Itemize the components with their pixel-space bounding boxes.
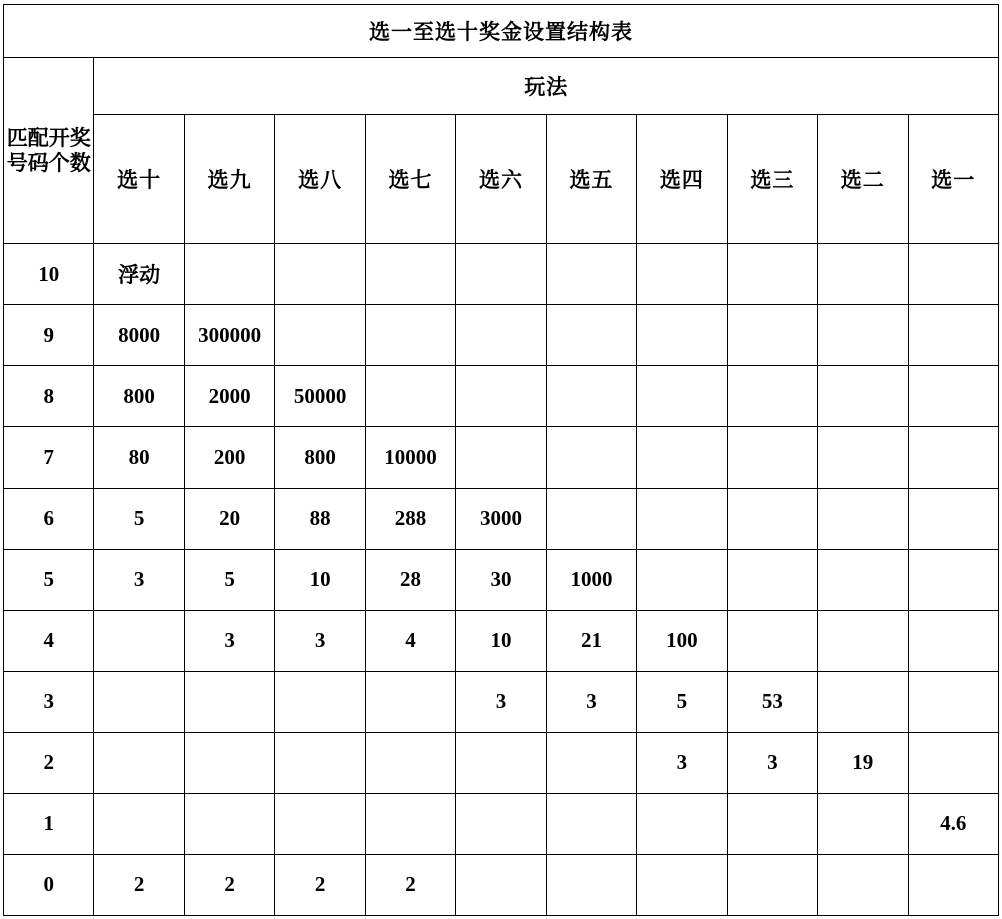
data-cell [727,305,817,366]
data-cell: 20 [184,488,274,549]
table-row [4,732,999,793]
data-cell [908,427,998,488]
data-cell: 10 [456,610,546,671]
group-header-row [4,58,999,115]
row-match-count: 2 [4,732,94,793]
data-cell [546,854,636,915]
data-cell: 53 [727,671,817,732]
table-row [4,305,999,366]
data-cell: 30 [456,549,546,610]
data-cell: 5 [94,488,184,549]
column-header-xuansan: 选三 [727,115,817,244]
data-cell: 5 [184,549,274,610]
data-cell [727,488,817,549]
data-cell: 300000 [184,305,274,366]
table-row [4,793,999,854]
data-cell [365,732,455,793]
data-cell [908,244,998,305]
data-cell [546,427,636,488]
data-cell [275,793,365,854]
data-cell [727,244,817,305]
data-cell: 3 [637,732,727,793]
data-cell [456,305,546,366]
data-cell [184,793,274,854]
group-header-playtype: 玩法 [94,58,999,115]
data-cell: 8000 [94,305,184,366]
data-cell [637,366,727,427]
data-cell: 800 [94,366,184,427]
table-row [4,427,999,488]
data-cell [275,244,365,305]
data-cell [818,610,908,671]
data-cell: 800 [275,427,365,488]
data-cell [365,305,455,366]
column-header-xuaner: 选二 [818,115,908,244]
data-cell [94,793,184,854]
data-cell [546,366,636,427]
data-cell [184,244,274,305]
data-cell [456,854,546,915]
data-cell [727,854,817,915]
row-match-count: 8 [4,366,94,427]
column-header-row [4,115,999,244]
data-cell [818,488,908,549]
row-header-label: 匹配开奖号码个数 [4,58,94,244]
data-cell [637,793,727,854]
data-cell [818,366,908,427]
data-cell [727,366,817,427]
table-row [4,488,999,549]
column-header-xuanba: 选八 [275,115,365,244]
data-cell [275,671,365,732]
column-header-xuanjiu: 选九 [184,115,274,244]
data-cell: 3 [456,671,546,732]
data-cell: 10 [275,549,365,610]
data-cell [546,305,636,366]
data-cell: 2 [184,854,274,915]
data-cell: 3 [546,671,636,732]
data-cell: 200 [184,427,274,488]
data-cell [908,671,998,732]
data-cell [94,671,184,732]
data-cell: 3 [184,610,274,671]
column-header-xuanqi: 选七 [365,115,455,244]
data-cell: 288 [365,488,455,549]
data-cell: 2 [275,854,365,915]
data-cell [456,427,546,488]
data-cell: 80 [94,427,184,488]
data-cell [637,549,727,610]
data-cell: 28 [365,549,455,610]
data-cell [365,671,455,732]
data-cell [818,671,908,732]
data-cell [908,732,998,793]
data-cell [184,732,274,793]
data-cell [456,793,546,854]
data-cell [637,244,727,305]
table-row [4,854,999,915]
row-match-count: 7 [4,427,94,488]
data-cell [184,671,274,732]
data-cell [365,793,455,854]
data-cell [637,305,727,366]
data-cell [546,488,636,549]
data-cell [908,610,998,671]
data-cell [818,305,908,366]
data-cell [818,244,908,305]
row-match-count: 6 [4,488,94,549]
data-cell [365,244,455,305]
data-cell: 3 [94,549,184,610]
data-cell [818,854,908,915]
table-row [4,366,999,427]
data-cell [637,854,727,915]
table-row [4,610,999,671]
table-row [4,549,999,610]
data-cell [727,610,817,671]
table-row [4,671,999,732]
data-cell [275,732,365,793]
column-header-xuanwu: 选五 [546,115,636,244]
column-header-xuansi: 选四 [637,115,727,244]
data-cell: 3 [275,610,365,671]
data-cell [908,366,998,427]
data-cell: 88 [275,488,365,549]
data-cell: 100 [637,610,727,671]
data-cell [908,854,998,915]
data-cell [818,793,908,854]
data-cell [275,305,365,366]
row-match-count: 4 [4,610,94,671]
row-match-count: 9 [4,305,94,366]
data-cell: 50000 [275,366,365,427]
data-cell: 19 [818,732,908,793]
data-cell [908,549,998,610]
data-cell [908,488,998,549]
data-cell [365,366,455,427]
data-cell [727,549,817,610]
data-cell: 2 [94,854,184,915]
data-cell [456,732,546,793]
data-cell [546,244,636,305]
data-cell [727,427,817,488]
row-match-count: 5 [4,549,94,610]
data-cell: 5 [637,671,727,732]
data-cell [456,366,546,427]
data-cell: 21 [546,610,636,671]
data-cell [94,732,184,793]
table-title: 选一至选十奖金设置结构表 [4,5,999,58]
data-cell: 浮动 [94,244,184,305]
data-cell [637,488,727,549]
table-row [4,244,999,305]
data-cell: 1000 [546,549,636,610]
data-cell: 2000 [184,366,274,427]
data-cell [546,732,636,793]
row-match-count: 0 [4,854,94,915]
data-cell [818,549,908,610]
data-cell [94,610,184,671]
row-match-count: 10 [4,244,94,305]
data-cell: 3 [727,732,817,793]
data-cell [546,793,636,854]
data-cell [456,244,546,305]
column-header-xuanyi: 选一 [908,115,998,244]
prize-structure-table [3,4,999,916]
row-match-count: 1 [4,793,94,854]
data-cell [818,427,908,488]
row-match-count: 3 [4,671,94,732]
data-cell: 4.6 [908,793,998,854]
column-header-xuanliu: 选六 [456,115,546,244]
column-header-xuanshi: 选十 [94,115,184,244]
data-cell: 3000 [456,488,546,549]
data-cell: 10000 [365,427,455,488]
data-cell [637,427,727,488]
title-row [4,5,999,58]
data-cell: 2 [365,854,455,915]
data-cell: 4 [365,610,455,671]
data-cell [727,793,817,854]
data-cell [908,305,998,366]
